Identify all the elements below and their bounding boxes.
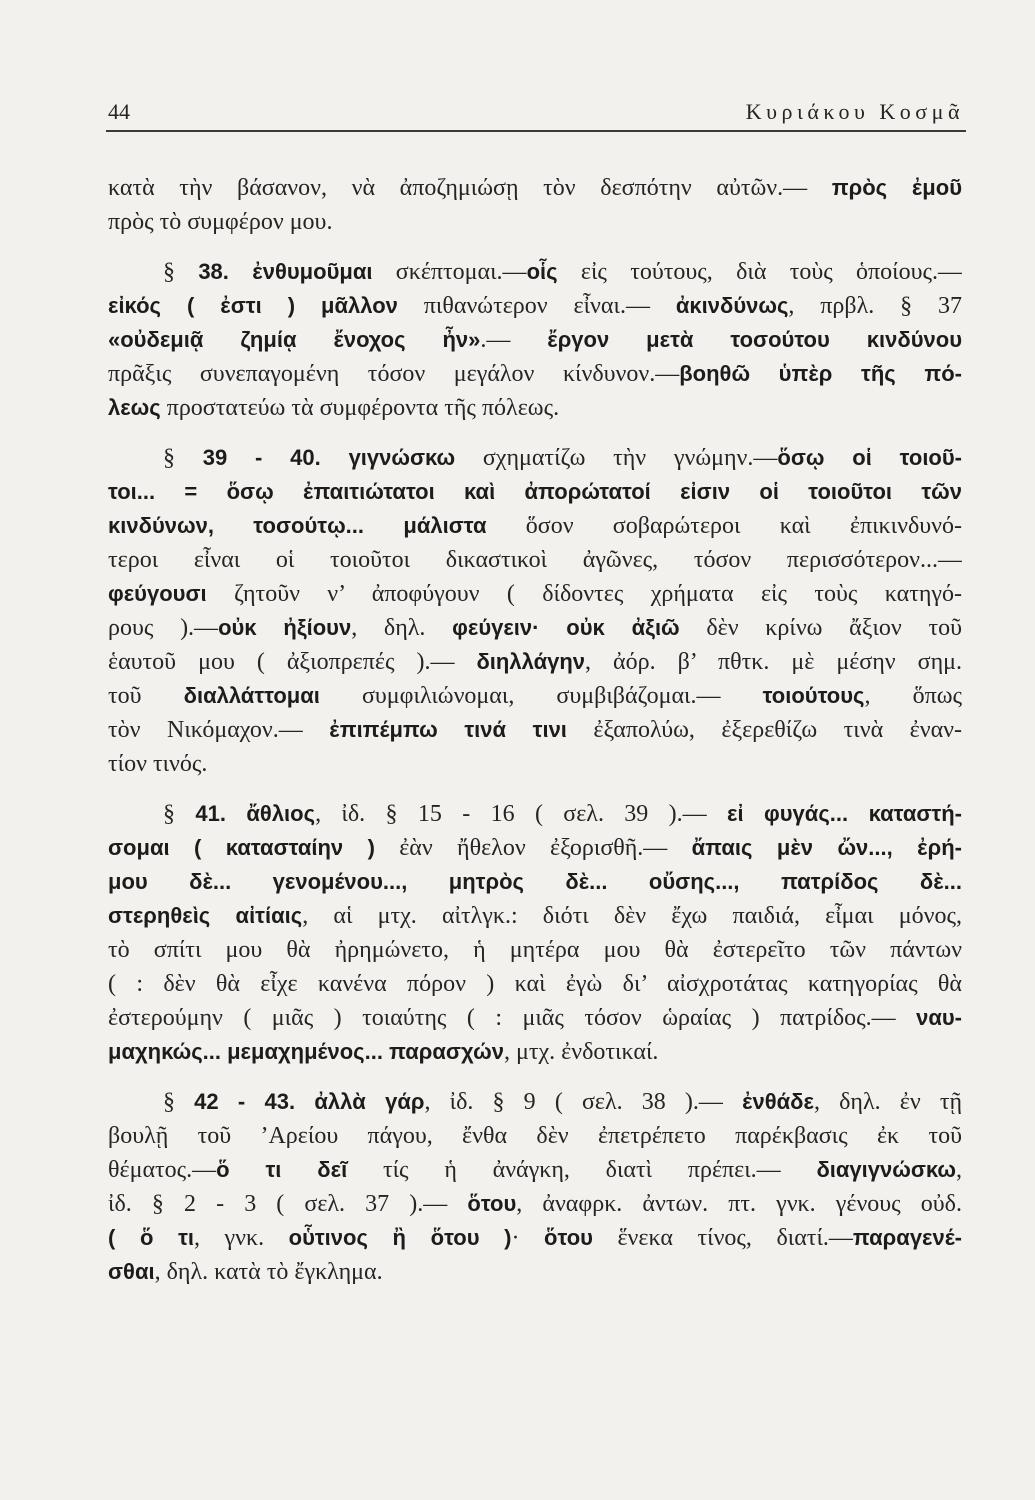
gloss-text: , δηλ. ἐν τῇ [813,1089,962,1115]
gloss-text: ( : δὲν θὰ εἶχε κανένα πόρον ) καὶ ἐγὼ δι’ αἰσχροτάτας κατηγορίας θὰ [108,971,962,997]
gloss-text: πιθανώτερον εἶναι.— [397,293,676,319]
gloss-text: ἑαυτοῦ μου ( ἀξιοπρεπές ).— [108,649,477,675]
gloss-text: , ἰδ. § 15 - 16 ( σελ. 39 ).— [315,801,727,827]
headword: ὅσῳ οἱ τοιοῦ- [777,445,962,470]
gloss-text: τὸν Νικόμαχον.— [108,717,330,743]
text-line [108,441,962,475]
gloss-text: · [511,1225,545,1251]
headword: διαγιγνώσκω [816,1157,956,1182]
text-line [108,205,962,239]
headword: φεύγειν· οὐκ ἀξιῶ [452,615,680,640]
headword: ἐπιπέμπω τινά τινι [329,717,567,742]
headword: κινδύνων, τοσούτῳ... μάλιστα [108,513,487,538]
gloss-text: § [163,445,203,471]
commentary-body [108,171,962,1289]
gloss-text: ἐστερούμην ( μιᾶς ) τοιαύτης ( : μιᾶς τόσον ὡραίας ) πατρίδος.— [108,1005,917,1031]
commentary-paragraph [108,171,962,239]
headword: διαλλάττομαι [183,683,320,708]
gloss-text: σχηματίζω τὴν γνώμην.— [455,445,778,471]
gloss-text: ἐὰν ἤθελον ἐξορισθῆ.— [374,835,692,861]
commentary-paragraph [108,1085,962,1289]
gloss-text: , μτχ. ἐνδοτικαί. [504,1039,659,1065]
text-line [108,679,962,713]
headword: τοι... = ὅσῳ ἐπαιτιώτατοι καὶ ἀπορώτατοί εἰσιν οἱ τοιοῦτοι τῶν [108,479,962,504]
gloss-text: σκέπτομαι.— [372,259,527,285]
commentary-paragraph [108,797,962,1069]
text-line [108,1001,962,1035]
gloss-text: κατὰ τὴν βάσανον, νὰ ἀποζημιώσῃ τὸν δεσπότην αὐτῶν.— [108,175,832,201]
gloss-text: ζητοῦν ν’ ἀποφύγουν ( δίδοντες χρήματα εἰς τοὺς κατηγό- [206,581,962,607]
gloss-text: ἰδ. § 2 - 3 ( σελ. 37 ).— [108,1191,468,1217]
text-line [108,1119,962,1153]
gloss-text: τὸ σπίτι μου θὰ ἠρημώνετο, ἡ μητέρα μου θὰ ἐστερεῖτο τῶν πάντων [108,937,962,963]
text-line [108,323,962,357]
headword: ναυ- [916,1005,962,1030]
gloss-text: βουλῇ τοῦ ’Αρείου πάγου, ἔνθα δὲν ἐπετρέπετο παρέκβασις ἐκ τοῦ [108,1123,962,1149]
headword: εἰκός ( ἐστι ) μᾶλλον [108,293,398,318]
gloss-text: ὅσον σοβαρώτεροι καὶ ἐπικινδυνό- [486,513,962,539]
gloss-text: , δηλ. κατὰ τὸ ἔγκλημα. [154,1259,383,1285]
text-line [108,713,962,747]
running-header [108,97,964,127]
gloss-text: , [956,1157,962,1183]
gloss-text: πρᾶξις συνεπαγομένη τόσον μεγάλον κίνδυνον.— [108,361,680,387]
gloss-text: , ἀναφρκ. ἀντων. πτ. γνκ. γένους οὐδ. [516,1191,962,1217]
headword: φεύγουσι [108,581,207,606]
headword: λεως [108,395,161,420]
text-line [108,509,962,543]
text-line [108,171,962,205]
headword: ἐνθάδε [742,1089,814,1114]
headword: οὐκ ἠξίουν [218,615,352,640]
text-line [108,543,962,577]
gloss-text: § [163,259,199,285]
headword: 41. ἄθλιος [195,801,316,826]
headword: βοηθῶ ὑπὲρ τῆς πό- [679,361,962,386]
headword: πρὸς ἐμοῦ [831,175,962,200]
text-line [108,255,962,289]
gloss-text: εἰς τούτους, διὰ τοὺς ὁποίους.— [557,259,962,285]
text-line [108,1153,962,1187]
text-line [108,967,962,1001]
text-line [108,1255,962,1289]
headword: μου δὲ... γενομένου..., μητρὸς δὲ... οὔσης..., πατρίδος δὲ... [108,869,962,894]
gloss-text: .— [480,327,548,353]
text-line [108,899,962,933]
text-line [108,391,962,425]
gloss-text: ἕνεκα τίνος, διατί.— [592,1225,853,1251]
headword: τοιούτους [762,683,865,708]
headword: ἄπαις μὲν ὤν..., ἐρή- [691,835,962,860]
headword: «οὐδεμιᾷ ζημίᾳ ἔνοχος ἦν» [108,327,481,352]
commentary-paragraph [108,441,962,781]
gloss-text: τίς ἡ ἀνάγκη, διατὶ πρέπει.— [347,1157,817,1183]
gloss-text: θέματος.— [108,1157,217,1183]
gloss-text: , δηλ. [351,615,453,641]
gloss-text: , ὅπως [864,683,962,709]
gloss-text: § [163,801,196,827]
gloss-text: , ἀόρ. β’ πθτκ. μὲ μέσην σημ. [585,649,962,675]
gloss-text: προστατεύω τὰ συμφέροντα τῆς πόλεως. [160,395,560,421]
running-title: Κυριάκου Κοσμᾶ [745,99,964,124]
headword: ( ὅ τι [108,1225,194,1250]
text-line [108,289,962,323]
gloss-text: , ἰδ. § 9 ( σελ. 38 ).— [424,1089,743,1115]
headword: ὅ τι δεῖ [216,1157,348,1182]
headword: οὗτινος ἢ ὅτου ) [288,1225,512,1250]
gloss-text: , γνκ. [194,1225,289,1251]
text-line [108,611,962,645]
commentary-paragraph [108,255,962,425]
text-line [108,645,962,679]
headword: ἔργον μετὰ τοσούτου κινδύνου [547,327,962,352]
text-line [108,831,962,865]
headword: οἷς [526,259,558,284]
text-line [108,797,962,831]
headword: παραγενέ- [852,1225,962,1250]
gloss-text: ἐξαπολύω, ἐξερεθίζω τινὰ ἐναν- [566,717,962,743]
headword: 38. ἐνθυμοῦμαι [198,259,373,284]
gloss-text: πρὸς τὸ συμφέρον μου. [108,209,333,235]
text-line [108,1035,962,1069]
headword: ὅτου [544,1225,593,1250]
text-line [108,1085,962,1119]
headword: 42 - 43. ἀλλὰ γάρ [194,1089,425,1114]
gloss-text: , πρβλ. § 37 [788,293,962,319]
headword: σθαι [108,1259,155,1284]
headword: εἰ φυγάς... καταστή- [727,801,962,826]
text-line [108,357,962,391]
headword: διηλλάγην [476,649,585,674]
gloss-text: ρους ).— [108,615,219,641]
header-rule [106,130,966,132]
gloss-text: , αἱ μτχ. αἰτλγκ.: διότι δὲν ἔχω παιδιά, εἶμαι μόνος, [302,903,962,929]
headword: ἀκινδύνως [675,293,789,318]
gloss-text: § [163,1089,195,1115]
text-line [108,475,962,509]
headword: σομαι ( κατασταίην ) [108,835,375,860]
gloss-text: τεροι εἶναι οἱ τοιοῦτοι δικαστικοὶ ἀγῶνες, τόσον περισσότερον...— [108,547,962,573]
gloss-text: συμφιλιώνομαι, συμβιβάζομαι.— [319,683,763,709]
text-line [108,865,962,899]
headword: μαχηκώς... μεμαχημένος... παρασχών [108,1039,504,1064]
text-line [108,933,962,967]
gloss-text: τίον τινός. [108,751,208,777]
gloss-text: δὲν κρίνω ἄξιον τοῦ [679,615,962,641]
gloss-text: τοῦ [108,683,184,709]
text-line [108,1221,962,1255]
headword: 39 - 40. γιγνώσκω [202,445,456,470]
text-line [108,1187,962,1221]
text-line [108,747,962,781]
headword: ὅτου [467,1191,517,1216]
headword: στερηθεὶς αἰτίαις [108,903,303,928]
page-number: 44 [108,99,130,124]
text-line [108,577,962,611]
